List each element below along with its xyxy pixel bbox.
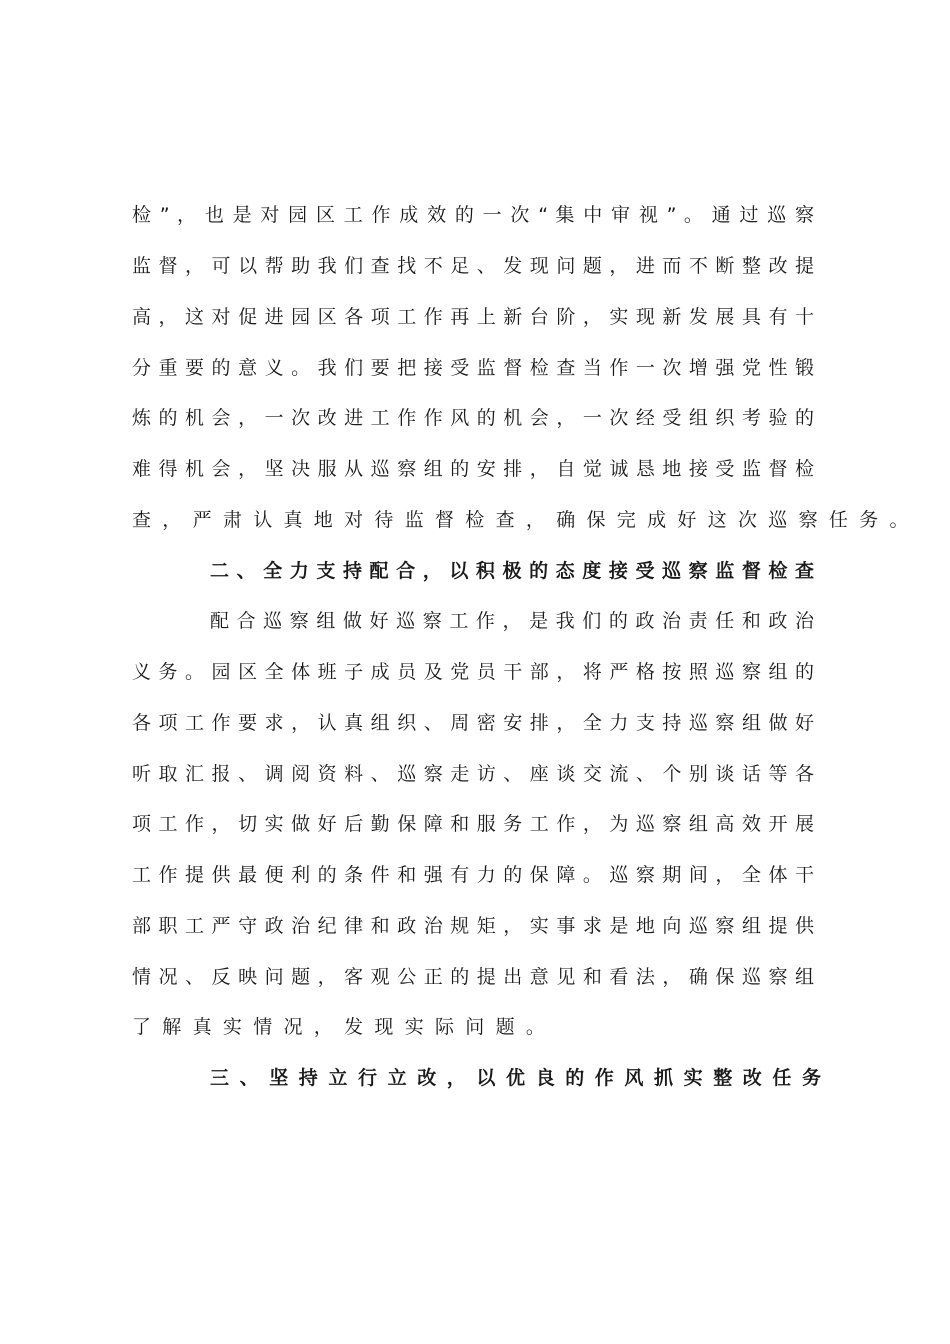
paragraph-2-line-4: 听 取 汇 报 、 调 阅 资 料 、 巡 察 走 访 、 座 谈 交 流 、 个 别 谈 话 等 各 bbox=[132, 763, 814, 785]
paragraph-2-line-6: 工 作 提 供 最 便 利 的 条 件 和 强 有 力 的 保 障 。 巡 察 期 间 ， 全 体 干 bbox=[132, 864, 814, 886]
paragraph-2-line-7: 部 职 工 严 守 政 治 纪 律 和 政 治 规 矩 ， 实 事 求 是 地 向 巡 察 组 提 供 bbox=[132, 915, 814, 937]
paragraph-2-line-5: 项 工 作 ， 切 实 做 好 后 勤 保 障 和 服 务 工 作 ， 为 巡 察 组 高 效 开 展 bbox=[132, 813, 814, 835]
paragraph-1-line-6: 难 得 机 会 ， 坚 决 服 从 巡 察 组 的 安 排 ， 自 觉 诚 恳 地 接 受 监 督 检 bbox=[132, 458, 814, 480]
paragraph-1-line-5: 炼 的 机 会 ， 一 次 改 进 工 作 作 风 的 机 会 ， 一 次 经 受 组 织 考 验 的 bbox=[132, 407, 814, 429]
paragraph-1-line-2: 监 督 ， 可 以 帮 助 我 们 查 找 不 足 、 发 现 问 题 ， 进 而 不 断 整 改 提 bbox=[132, 255, 814, 277]
paragraph-1-line-4: 分 重 要 的 意 义 。 我 们 要 把 接 受 监 督 检 查 当 作 一 次 增 强 党 性 锻 bbox=[132, 357, 814, 379]
paragraph-2-line-1: 配 合 巡 察 组 做 好 巡 察 工 作 ， 是 我 们 的 政 治 责 任 和 政 治 bbox=[210, 610, 814, 632]
paragraph-1-line-3: 高 ， 这 对 促 进 园 区 各 项 工 作 再 上 新 台 阶 ， 实 现 新 发 展 具 有 十 bbox=[132, 306, 814, 328]
section-heading-2: 二 、 全 力 支 持 配 合 ， 以 积 极 的 态 度 接 受 巡 察 监 督 检 查 bbox=[210, 560, 814, 582]
paragraph-2-line-9: 了解真实情况，发现实际问题。 bbox=[132, 1016, 557, 1038]
paragraph-2-line-3: 各 项 工 作 要 求 ， 认 真 组 织 、 周 密 安 排 ， 全 力 支 持 巡 察 组 做 好 bbox=[132, 712, 814, 734]
paragraph-1-line-7: 查，严肃认真地对待监督检查，确保完成好这次巡察任务。 bbox=[132, 509, 920, 531]
paragraph-2-line-8: 情 况 、 反 映 问 题 ， 客 观 公 正 的 提 出 意 见 和 看 法 ， 确 保 巡 察 组 bbox=[132, 966, 814, 988]
section-heading-3: 三、坚持立行立改，以优良的作风抓实整改任务 bbox=[210, 1067, 832, 1089]
paragraph-2-line-2: 义 务 。 园 区 全 体 班 子 成 员 及 党 员 干 部 ， 将 严 格 按 照 巡 察 组 的 bbox=[132, 661, 814, 683]
paragraph-1-line-1: 检 ” ， 也 是 对 园 区 工 作 成 效 的 一 次 “ 集 中 审 视 ” 。 通 过 巡 察 bbox=[132, 204, 814, 226]
